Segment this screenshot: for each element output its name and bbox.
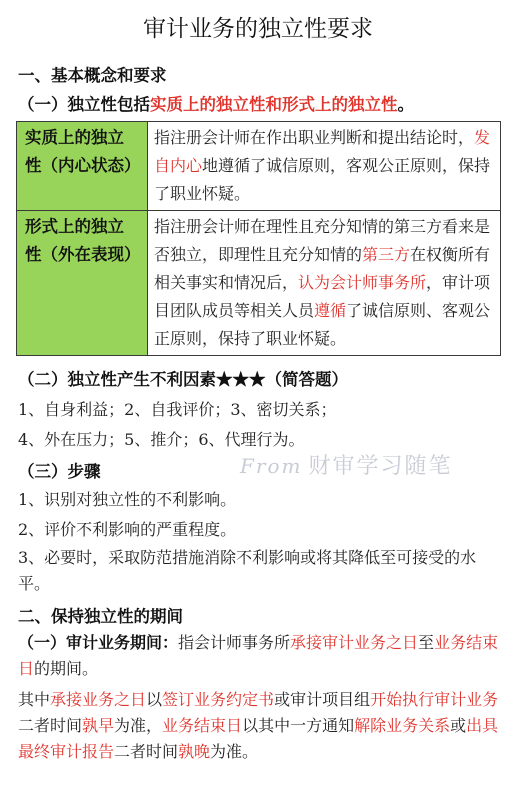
text-segment: 或 [450,716,467,735]
step-1: 1、识别对独立性的不利影响。 [18,490,237,509]
text-segment: 二者时间 [18,716,83,735]
text-segment: 指注册会计师在作出职业判断和提出结论时， [154,128,475,147]
audit-period-paragraph [18,630,500,682]
section1-heading: 一、基本概念和要求 [18,66,167,85]
highlighted-text: 业务结束日 [162,716,243,735]
highlighted-text: 业务结束日 [18,633,499,678]
highlighted-text: 孰晚 [178,742,211,761]
watermark-from: From [240,454,303,478]
highlighted-text: 遵循 [314,301,347,320]
def-appearance [148,211,501,356]
text-segment: 二者时间 [114,742,179,761]
text-segment: 在权衡所有相关事实和情况后， [154,245,491,292]
text-segment: 了诚信原则、客观公正原则，保持了职业怀疑。 [154,301,491,348]
text-segment: 指注册会计师在理性且充分知情的第三方看来是否独立，即理性且充分知情的 [154,217,491,264]
table-row [17,211,501,356]
text-segment: 为准。 [210,742,259,761]
highlighted-text: 出具最终审计报告 [18,716,499,761]
text-segment: （一）审计业务期间： [18,633,179,652]
text-segment: 其中 [18,690,51,709]
term-appearance: 形式上的独立性（外在表现） [17,211,148,356]
highlighted-text: 发自内心 [154,128,491,175]
term-substance: 实质上的独立性（内心状态） [17,122,148,211]
text-segment: 至 [418,633,435,652]
sub2-heading: （二）独立性产生不利因素★★★（简答题） [18,370,348,389]
step-2: 2、评价不利影响的严重程度。 [18,520,237,539]
highlighted-text: 开始执行审计业务 [370,690,499,709]
sub1-suffix: 。 [397,95,414,114]
text-segment: 的期间。 [34,659,99,678]
sub3-heading: （三）步骤 [18,462,101,481]
text-segment: 以 [146,690,163,709]
section2-heading: 二、保持独立性的期间 [18,607,183,626]
sub1-prefix: （一）独立性包括 [18,95,150,114]
audit-period-detail [18,687,500,765]
highlighted-text: 认为会计师事务所 [298,273,427,292]
step-3: 3、必要时，采取防范措施消除不利影响或将其降低至可接受的水平。 [18,548,477,593]
independence-table [16,121,501,356]
threats-line-1: 1、自身利益；2、自我评价；3、密切关系； [18,400,337,419]
highlighted-text: 签订业务约定书 [162,690,275,709]
watermark-text: 财审学习随笔 [308,454,453,479]
highlighted-text: 孰早 [82,716,115,735]
highlighted-text: 解除业务关系 [354,716,451,735]
threats-line-2: 4、外在压力；5、推介；6、代理行为。 [18,430,305,449]
text-segment: 指会计师事务所 [178,633,291,652]
highlighted-text: 承接审计业务之日 [290,633,419,652]
highlighted-text: 第三方 [362,245,411,264]
text-segment: 以其中一方通知 [242,716,355,735]
highlighted-text: 承接业务之日 [50,690,147,709]
text-segment: 地遵循了诚信原则，客观公正原则，保持了职业怀疑。 [154,156,491,203]
sub1-highlight: 实质上的独立性和形式上的独立性 [150,95,398,114]
text-segment: ，审计项目团队成员等相关人员 [154,273,491,320]
text-segment: 为准， [114,716,163,735]
table-row [17,122,501,211]
sub1-heading [18,91,414,115]
def-substance [148,122,501,211]
page-title: 审计业务的独立性要求 [143,16,373,42]
watermark [240,449,452,480]
text-segment: 或审计项目组 [274,690,371,709]
